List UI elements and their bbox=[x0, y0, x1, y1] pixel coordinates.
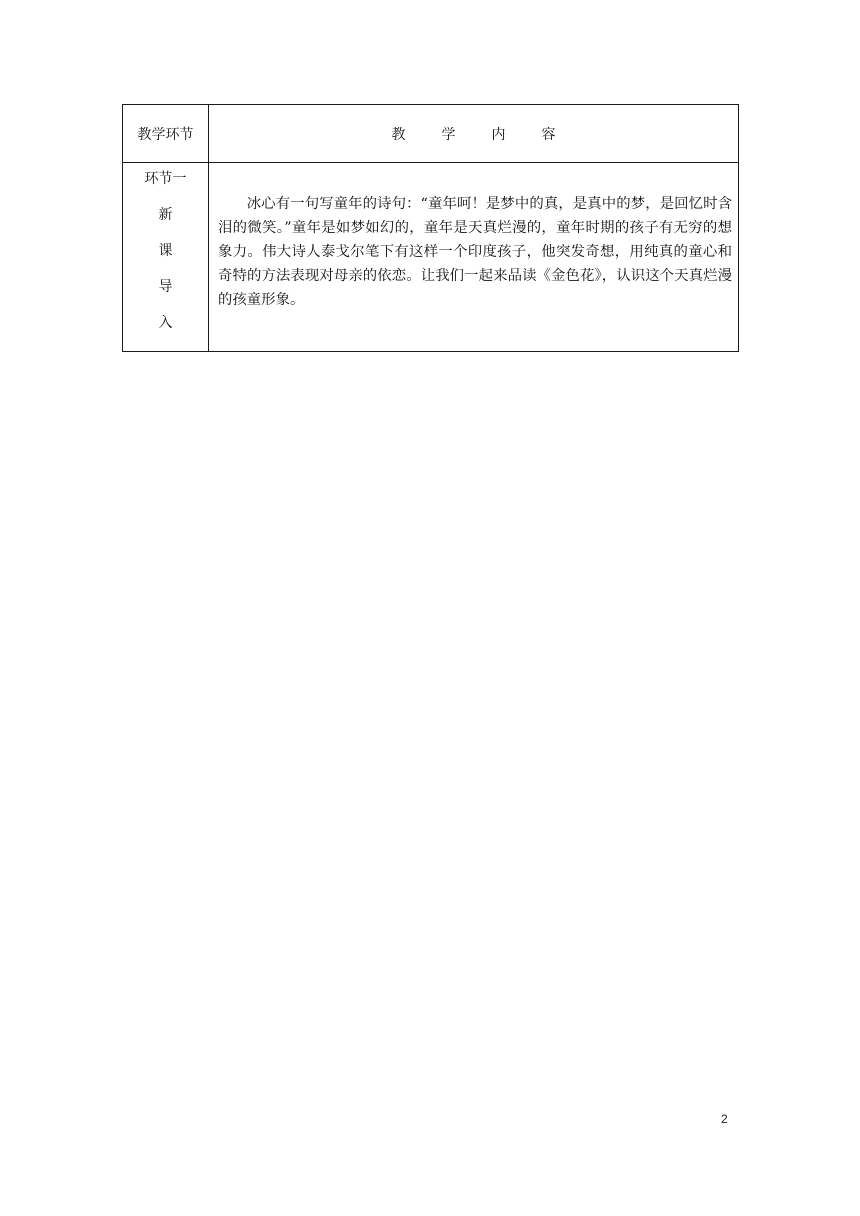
header-content-cell bbox=[209, 105, 739, 163]
stage-char: 新 bbox=[158, 207, 173, 223]
table-header-row bbox=[123, 105, 739, 163]
header-stage-cell bbox=[123, 105, 209, 163]
stage-char: 入 bbox=[158, 315, 173, 331]
header-stage-label: 教学环节 bbox=[137, 126, 194, 143]
stage-char: 课 bbox=[158, 243, 173, 259]
stage-cell bbox=[123, 163, 209, 352]
content-cell bbox=[209, 163, 739, 352]
header-content-char: 学 bbox=[441, 126, 456, 143]
stage-title: 环节一 bbox=[144, 171, 187, 187]
intro-paragraph: 冰心有一句写童年的诗句：“童年呵！是梦中的真，是真中的梦，是回忆时含泪的微笑。”童年是如梦如幻的，童年是天真烂漫的，童年时期的孩子有无穷的想象力。伟大诗人泰戈尔笔下有这样一个印度孩子，他突发奇想，用纯真的童心和奇特的方法表现对母亲的依恋。让我们一起来品读《金色花》，认识这个天真烂漫的孩童形象。 bbox=[218, 196, 732, 308]
header-content-char: 内 bbox=[491, 126, 506, 143]
stage-char: 导 bbox=[158, 279, 173, 295]
page-number: 2 bbox=[721, 1112, 728, 1126]
header-content-char: 教 bbox=[391, 126, 406, 143]
table-row bbox=[123, 163, 739, 352]
lesson-table bbox=[122, 104, 739, 352]
header-content-char: 容 bbox=[541, 126, 556, 143]
